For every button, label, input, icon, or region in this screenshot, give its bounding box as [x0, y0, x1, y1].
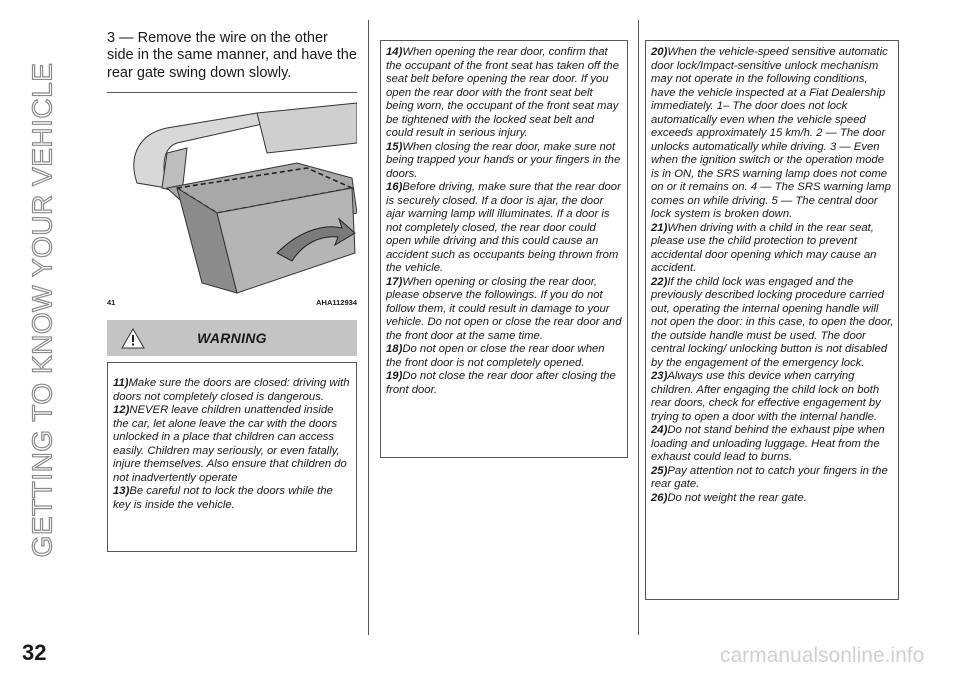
warning-item — [113, 377, 352, 404]
item-number: 13) — [113, 485, 130, 497]
item-text: When opening or closing the rear door, please observe the followings. If you do not follow them, it could result in damage to your vehicle. Do not open or close the rear door and the front door at the same time. — [386, 275, 622, 342]
intro-text: 3 — Remove the wire on the other side in the same manner, and have the rear gate swing down slowly. — [107, 30, 357, 81]
figure-code: AHA112934 — [316, 298, 357, 307]
note-item — [651, 276, 894, 371]
item-text: Be careful not to lock the doors while the key is inside the vehicle. — [113, 485, 333, 511]
section-side-tab — [22, 30, 62, 590]
note-item — [386, 141, 623, 182]
note-item — [651, 424, 894, 465]
notes-box-column-3 — [645, 40, 899, 600]
notes-box-column-2 — [380, 40, 628, 458]
column-1 — [107, 30, 357, 82]
item-number: 11) — [113, 377, 129, 389]
item-number: 17) — [386, 275, 403, 288]
item-number: 14) — [386, 46, 403, 58]
warning-item — [113, 404, 352, 485]
note-item — [386, 370, 623, 397]
item-number: 19) — [386, 370, 403, 382]
note-item — [386, 46, 623, 141]
item-text: Always use this device when carrying children. After engaging the child lock on both rear doors, check for effective engagement by trying to open a door with the internal handle. — [651, 370, 881, 423]
page-number: 32 — [22, 640, 47, 665]
note-item — [651, 46, 894, 222]
column-divider — [368, 20, 369, 635]
item-text: Do not weight the rear gate. — [667, 491, 807, 504]
item-text: NEVER leave children unattended inside the car, let alone leave the car with the doors unlocked in a place that children can access easily. Children may seriously, or even fatally, injure themselves. Also ensure that children do not inadvertently operate — [113, 404, 347, 484]
item-text: If the child lock was engaged and the previously described locking procedure carried out, operating the internal opening handle will not open the door: in this case, to open the door, the outside handle must be used. The door central locking/ unlocking button is not disabled by the engagement of the emergency lock. — [651, 275, 894, 369]
item-text: Do not close the rear door after closing the front door. — [386, 370, 616, 396]
item-number: 18) — [386, 343, 403, 355]
item-text: When closing the rear door, make sure not being trapped your hands or your fingers in the doors. — [386, 140, 621, 180]
item-text: When the vehicle-speed sensitive automatic door lock/Impact-sensitive unlock mechanism may not operate in the following conditions, have the vehicle inspected at a Fiat Dealership immediately. 1– The door does not lock automatically even when the vehicle speed exceeds approximately 15 km/h. 2 — The door unlocks automatically while driving. 3 — Even when the ignition switch or the operation mode is in ON, the SRS warning lamp does not come on or it remains on. 4 — The SRS warning lamp comes on while driving. 5 — The central door lock system is broken down. — [651, 46, 891, 220]
note-item — [651, 370, 894, 424]
figure-number: 41 — [107, 298, 116, 307]
note-item — [386, 343, 623, 370]
item-number: 22) — [651, 275, 668, 288]
item-number: 23) — [651, 370, 668, 382]
exclamation-triangle-icon — [121, 328, 145, 349]
note-item — [651, 492, 894, 506]
item-text: Do not open or close the rear door when the front door is not completely opened. — [386, 343, 605, 369]
item-number: 24) — [651, 424, 668, 436]
column-divider — [638, 20, 639, 635]
note-item — [386, 276, 623, 344]
note-item — [651, 465, 894, 492]
tailgate-illustration — [107, 92, 357, 313]
item-number: 15) — [386, 140, 403, 153]
item-number: 12) — [113, 404, 130, 416]
figure-caption — [107, 298, 357, 307]
note-item — [386, 181, 623, 276]
item-number: 20) — [651, 46, 668, 58]
warning-title: WARNING — [197, 330, 267, 346]
item-text: Do not stand behind the exhaust pipe when loading and unloading luggage. Heat from the exhaust could lead to burns. — [651, 424, 885, 463]
item-text: Pay attention not to catch your fingers in the rear gate. — [651, 464, 888, 490]
item-text: Before driving, make sure that the rear door is securely closed. If a door is ajar, the door ajar warning lamp will illuminates. If a door is not completely closed, the rear door could open while driving and this could cause an accident such as occupants being thrown from the vehicle. — [386, 181, 621, 274]
item-text: Make sure the doors are closed: driving with doors not completely closed is dangerous. — [113, 377, 350, 403]
item-text: When opening the rear door, confirm that the occupant of the front seat has taken off the seat belt before opening the rear door. If you open the rear door with the front seat belt being worn, the occupant of the front seat may be tightened with the locked seat belt and could result in serious injury. — [386, 46, 619, 139]
section-title: GETTING TO KNOW YOUR VEHICLE — [26, 62, 57, 558]
item-number: 21) — [651, 221, 668, 234]
note-item — [651, 222, 894, 276]
warning-header — [107, 320, 357, 356]
watermark: carmanualsonline.info — [720, 644, 925, 667]
item-number: 16) — [386, 181, 403, 193]
item-text: When driving with a child in the rear seat, please use the child protection to prevent accidental door opening which may cause an accident. — [651, 221, 877, 274]
warning-box — [107, 362, 357, 552]
item-number: 26) — [651, 491, 668, 504]
tailgate-drawing — [107, 93, 357, 299]
item-number: 25) — [651, 464, 668, 477]
warning-item — [113, 485, 352, 512]
